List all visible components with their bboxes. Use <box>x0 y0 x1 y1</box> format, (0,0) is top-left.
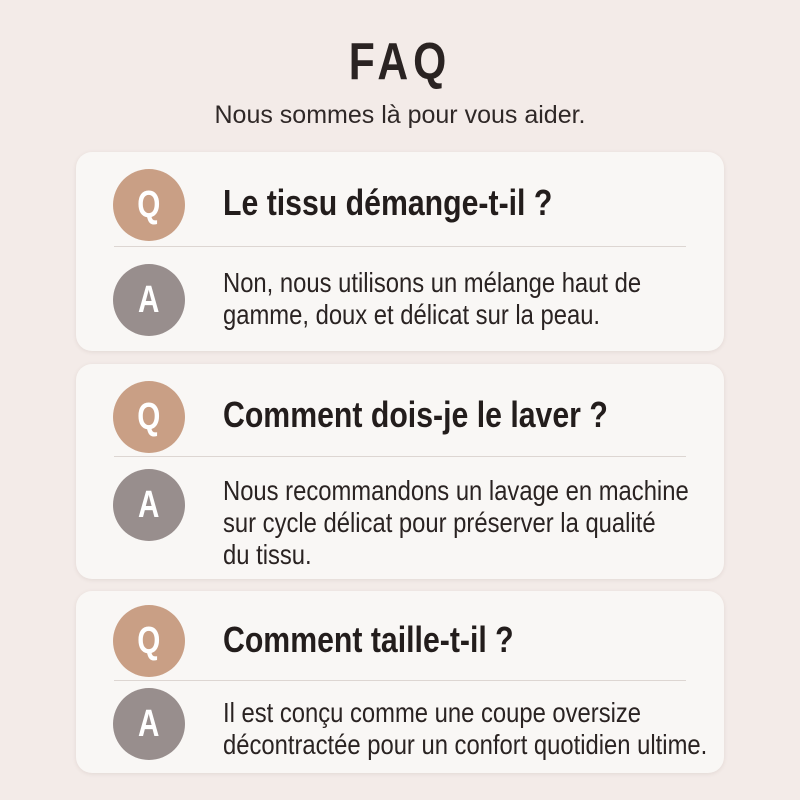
question-badge: Q <box>113 381 185 453</box>
faq-card-3 <box>76 591 724 773</box>
faq-answer-line: décontractée pour un confort quotidien ultime. <box>223 729 708 760</box>
faq-answer <box>223 475 699 571</box>
faq-question: Comment dois-je le laver ? <box>223 394 608 435</box>
faq-divider <box>114 456 686 457</box>
question-badge: Q <box>113 605 185 677</box>
faq-divider <box>114 246 686 247</box>
question-badge: Q <box>113 169 185 241</box>
faq-question: Comment taille-t-il ? <box>223 619 514 660</box>
faq-answer-line: Non, nous utilisons un mélange haut de <box>223 267 642 298</box>
answer-badge: A <box>113 469 185 541</box>
faq-answer <box>223 267 699 331</box>
faq-answer-line: gamme, doux et délicat sur la peau. <box>223 299 601 330</box>
page-title: FAQ <box>348 33 452 91</box>
faq-answer <box>223 697 708 761</box>
answer-badge: A <box>113 688 185 760</box>
page-subtitle: Nous sommes là pour vous aider. <box>214 101 586 129</box>
faq-answer-line: du tissu. <box>223 539 312 570</box>
faq-card-2 <box>76 364 724 579</box>
answer-badge: A <box>113 264 185 336</box>
faq-answer-line: Nous recommandons un lavage en machine <box>223 475 689 506</box>
header <box>0 0 800 130</box>
faq-question: Le tissu démange-t-il ? <box>223 182 553 223</box>
faq-card-1 <box>76 152 724 351</box>
faq-answer-line: sur cycle délicat pour préserver la qualité <box>223 507 656 538</box>
faq-answer-line: Il est conçu comme une coupe oversize <box>223 697 642 728</box>
faq-divider <box>114 680 686 681</box>
